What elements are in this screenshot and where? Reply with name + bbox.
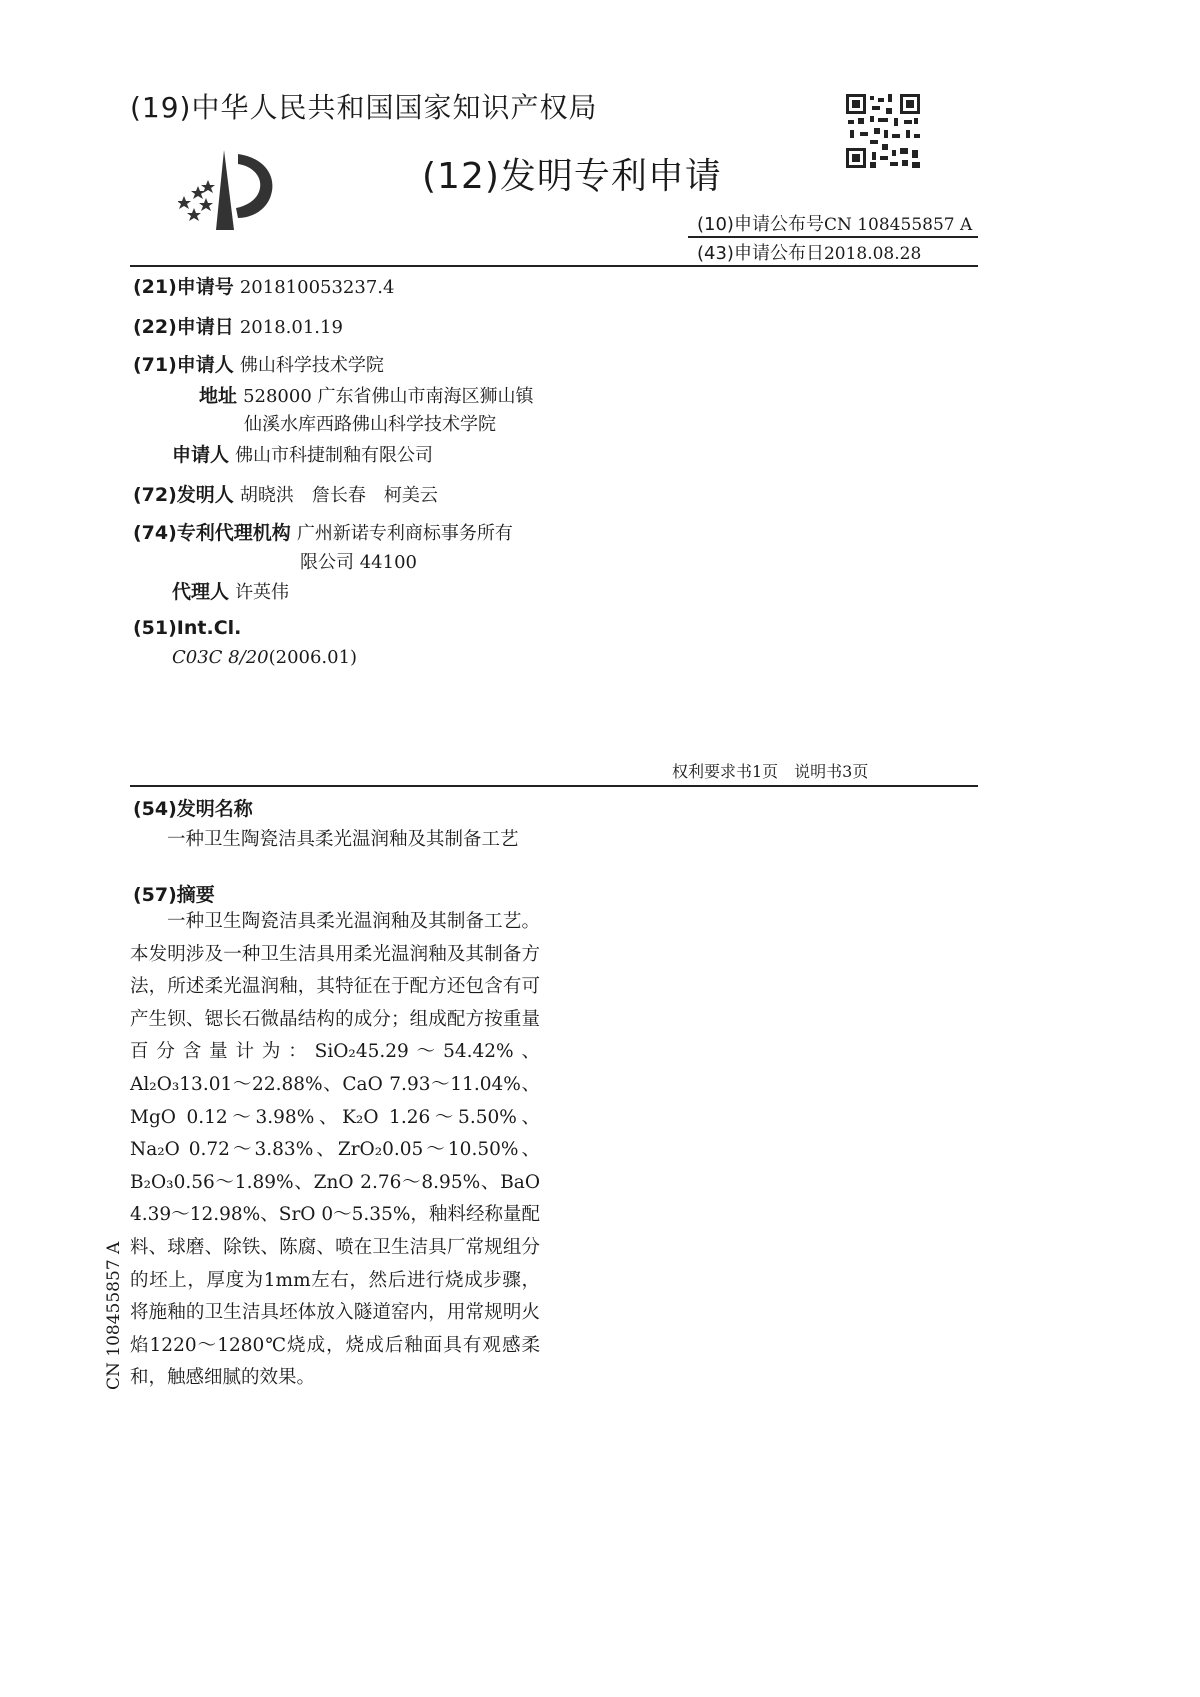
application-date-value: 2018.01.19 — [239, 317, 343, 338]
invention-title-label: (54)发明名称 — [133, 798, 253, 820]
address — [199, 381, 534, 408]
applicant-2-value: 佛山市科捷制釉有限公司 — [235, 445, 434, 466]
applicant — [133, 350, 384, 377]
publication-date-label: (43)申请公布日 — [697, 243, 824, 264]
patent-agency-line-1: 广州新诺专利商标事务所有 — [296, 523, 513, 544]
application-date — [133, 312, 343, 339]
publication-date — [697, 239, 921, 265]
address-line-1: 528000 广东省佛山市南海区狮山镇 — [243, 386, 534, 407]
applicant-2 — [172, 440, 433, 467]
int-cl — [133, 617, 241, 639]
int-cl-version: (2006.01) — [268, 647, 358, 668]
page-count: 权利要求书1页 说明书3页 — [672, 762, 869, 781]
side-publication-number: CN 108455857 A — [104, 1241, 124, 1390]
applicant-label: (71)申请人 — [133, 354, 234, 376]
application-number — [133, 272, 394, 299]
application-date-label: (22)申请日 — [133, 316, 234, 338]
address-continuation — [244, 410, 496, 436]
agent-value: 许英伟 — [235, 582, 290, 603]
qr-code-icon — [846, 94, 920, 168]
section-divider — [130, 785, 978, 787]
publication-number-value: CN 108455857 A — [823, 215, 973, 235]
inventors — [133, 480, 438, 507]
application-number-label: (21)申请号 — [133, 276, 234, 298]
address-label: 地址 — [199, 385, 238, 407]
header-divider — [130, 265, 978, 267]
applicant-value: 佛山科学技术学院 — [239, 355, 384, 376]
inventors-value: 胡晓洪 詹长春 柯美云 — [239, 485, 438, 506]
publication-number — [697, 210, 972, 236]
int-cl-entry — [172, 646, 357, 668]
invention-title: 一种卫生陶瓷洁具柔光温润釉及其制备工艺 — [167, 829, 519, 850]
application-number-value: 201810053237.4 — [239, 277, 395, 298]
cnipa-logo-icon — [178, 148, 288, 238]
applicant-2-label: 申请人 — [172, 444, 230, 466]
abstract-label: (57)摘要 — [133, 884, 215, 906]
office-name: (19)中华人民共和国国家知识产权局 — [130, 91, 598, 124]
patent-agency — [133, 518, 513, 545]
patent-agency-continuation — [300, 548, 417, 574]
agent — [172, 577, 289, 604]
patent-agency-label: (74)专利代理机构 — [133, 522, 291, 544]
inventors-label: (72)发明人 — [133, 484, 234, 506]
publication-date-value: 2018.08.28 — [823, 244, 922, 264]
document-type: (12)发明专利申请 — [422, 156, 722, 197]
int-cl-label: (51)Int.Cl. — [133, 617, 242, 639]
abstract-text: 一种卫生陶瓷洁具柔光温润釉及其制备工艺。本发明涉及一种卫生洁具用柔光温润釉及其制备方法，所述柔光温润釉，其特征在于配方还包含有可产生钡、锶长石微晶结构的成分；组成配方按重量百分含量计为：SiO₂45.29～54.42%、Al₂O₃13.01～22.88%、CaO 7.93～11.04%、MgO 0.12～3.98%、K₂O 1.26～5.50%、Na₂O 0.72～3.83%、ZrO₂0.05～10.50%、B₂O₃0.56～1.89%、ZnO 2.76～8.95%、BaO 4.39～12.98%、SrO 0～5.35%，釉料经称量配料、球磨、除铁、陈腐、喷在卫生洁具厂常规组分的坯上，厚度为1mm左右，然后进行烧成步骤，将施釉的卫生洁具坯体放入隧道窑内，用常规明火焰1220～1280℃烧成，烧成后釉面具有观感柔和，触感细腻的效果。 — [130, 911, 540, 1389]
int-cl-class: C03C 8/20 — [172, 647, 269, 668]
agent-label: 代理人 — [172, 581, 230, 603]
patent-agency-line-2: 限公司 44100 — [300, 552, 417, 573]
address-line-2: 仙溪水库西路佛山科学技术学院 — [244, 414, 496, 435]
header-divider-short — [688, 236, 978, 238]
publication-number-label: (10)申请公布号 — [697, 214, 824, 235]
